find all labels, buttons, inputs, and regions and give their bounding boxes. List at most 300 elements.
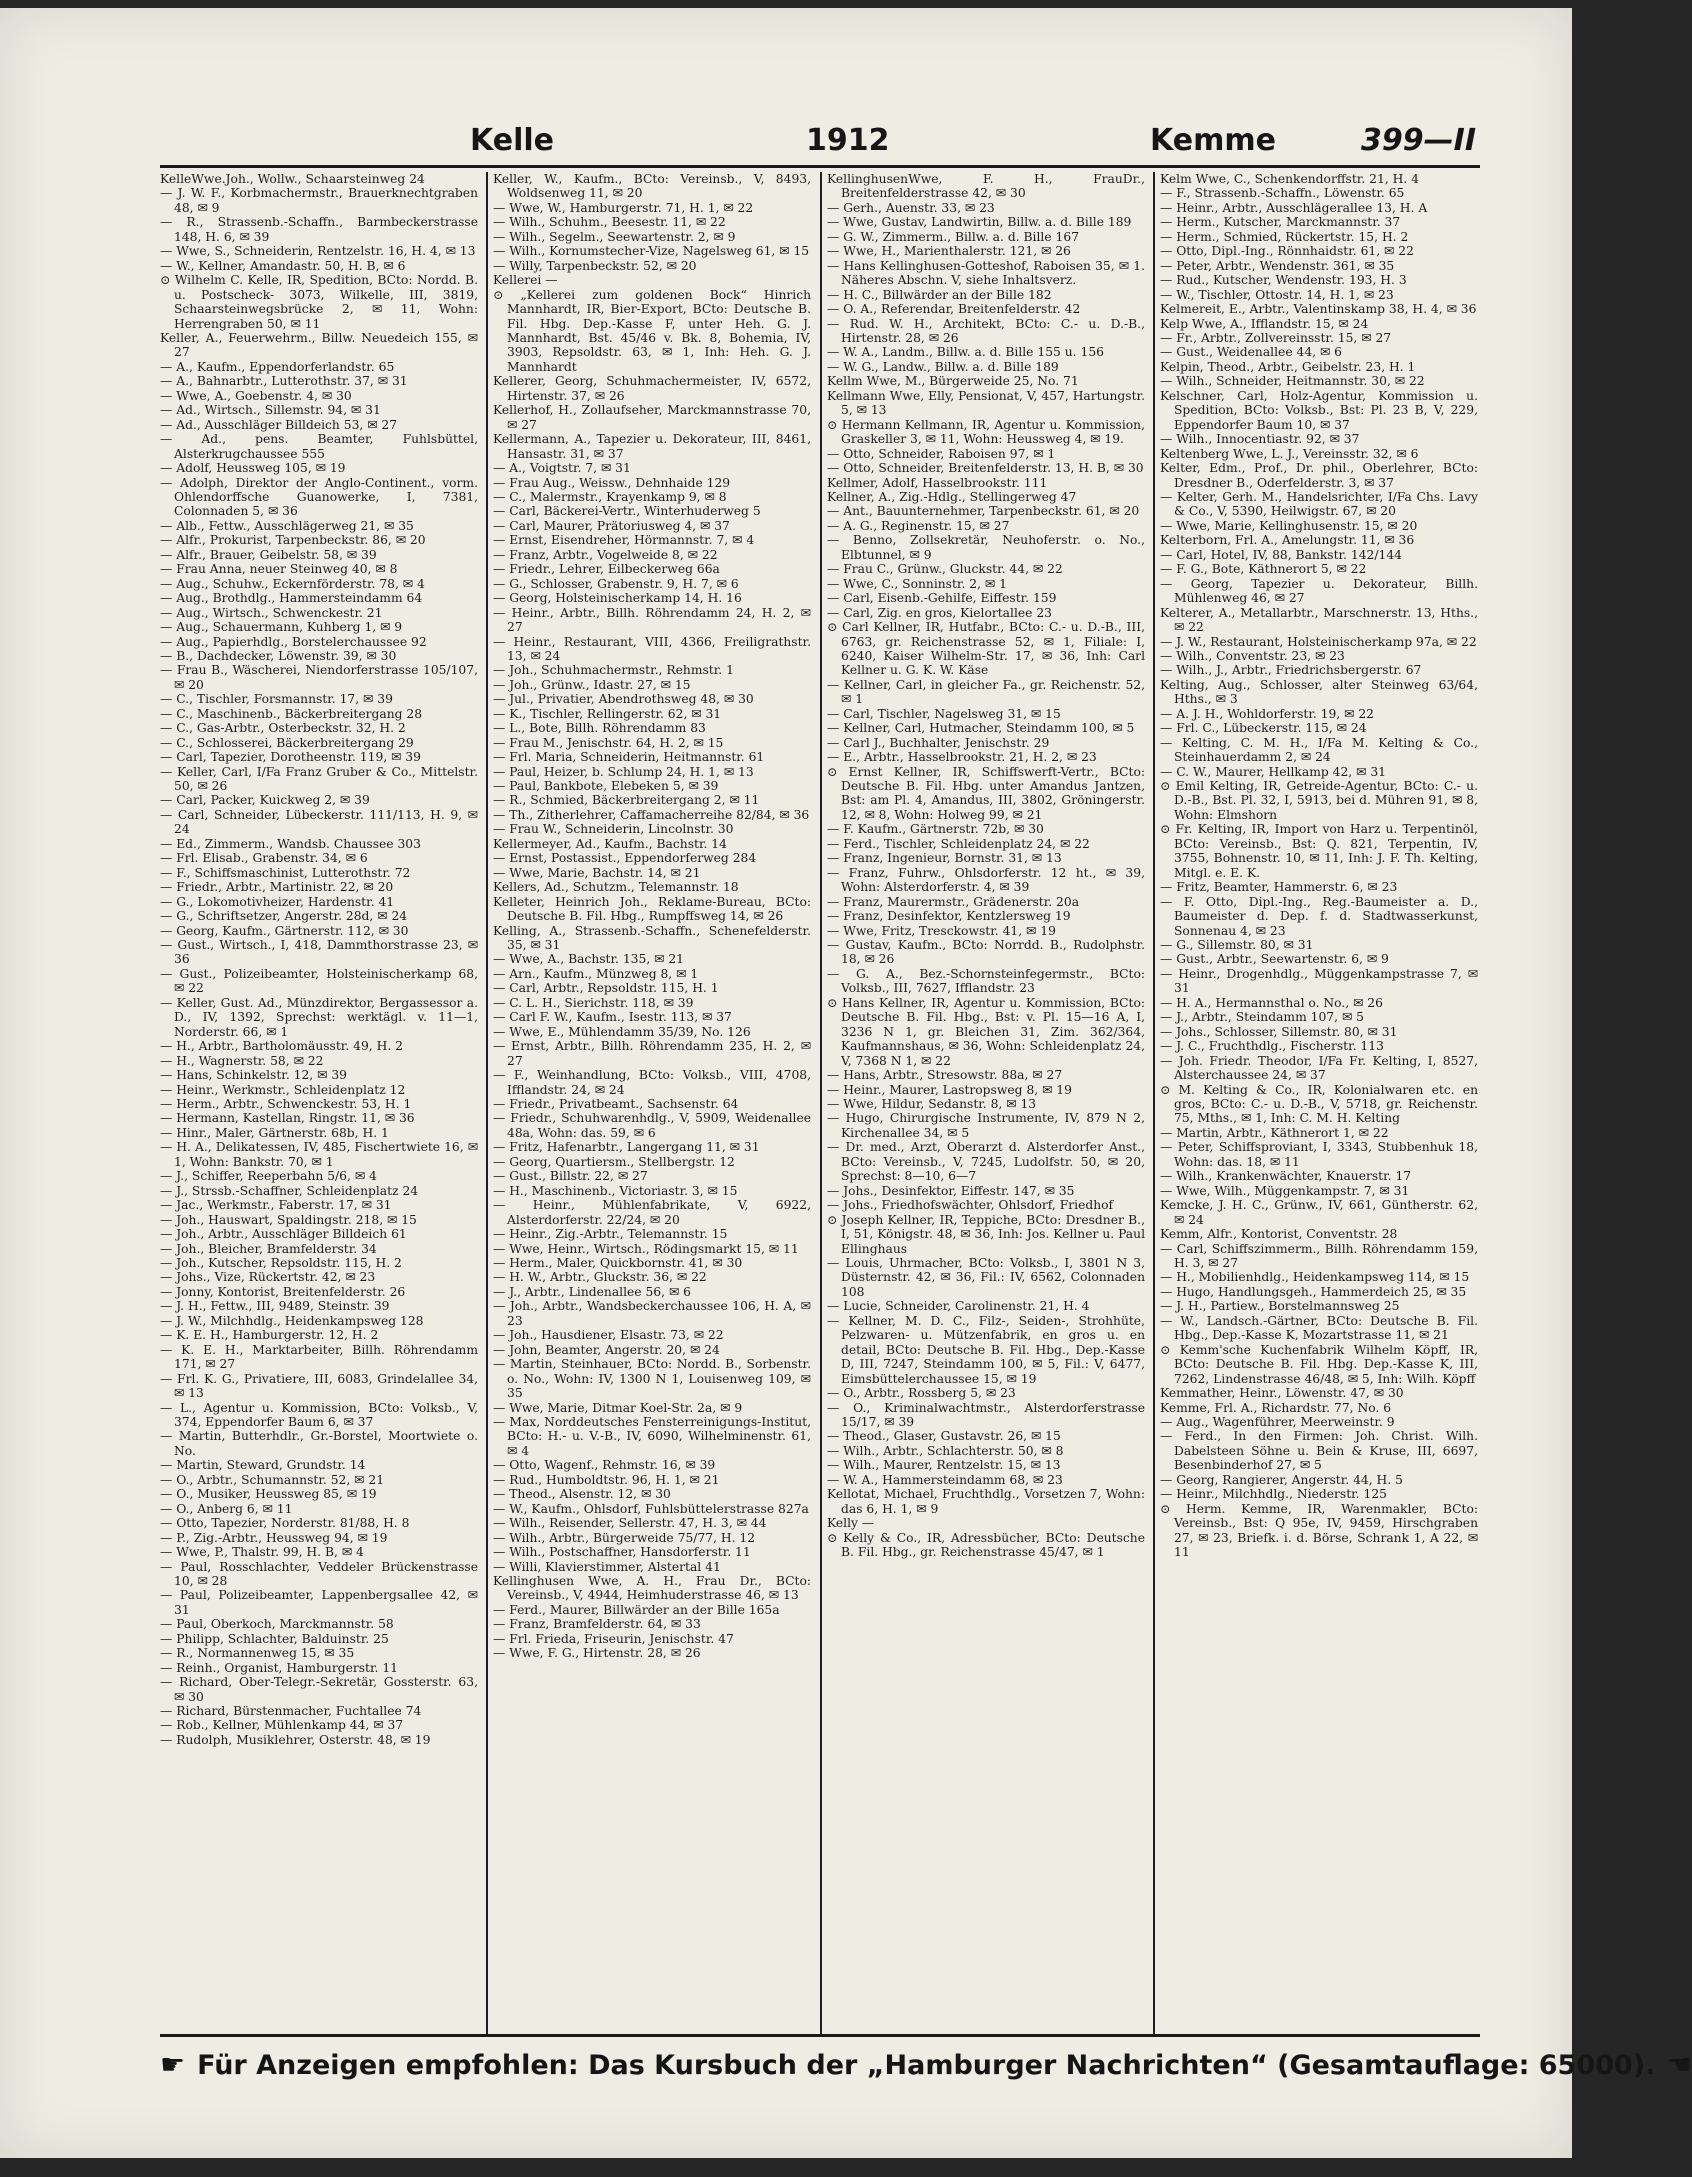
- directory-entry: Keltenberg Wwe, L. J., Vereinsstr. 32, ✉ 6: [1160, 446, 1419, 461]
- directory-entry: — Frau W., Schneiderin, Lincolnstr. 30: [493, 822, 734, 837]
- directory-entry: — Georg, Holsteinischerkamp 14, H. 16: [493, 591, 742, 606]
- directory-entry: — Joh., Kutscher, Repsoldstr. 115, H. 2: [160, 1255, 402, 1270]
- directory-entry: Kellerer, Georg, Schuhmachermeister, IV, 6572, Hirtenstr. 37, ✉ 26: [493, 374, 811, 403]
- directory-entry: Kelling, A., Strassenb.-Schaffn., Schenefelderstr. 35, ✉ 31: [493, 923, 811, 953]
- directory-entry: — Carl, Tischler, Nagelsweg 31, ✉ 15: [827, 706, 1061, 721]
- directory-entry: — Wilh., Schuhm., Beesestr. 11, ✉ 22: [493, 215, 726, 230]
- directory-entry: — Otto, Tapezier, Norderstr. 81/88, H. 8: [160, 1516, 410, 1531]
- directory-entry: — Joh., Grünw., Idastr. 27, ✉ 15: [493, 677, 691, 692]
- directory-entry: — J. H., Partiew., Borstelmannsweg 25: [1160, 1299, 1400, 1314]
- directory-entry: — Gust., Polizeibeamter, Holsteinischerkamp 68, ✉ 22: [160, 966, 478, 996]
- directory-entry: — Dr. med., Arzt, Oberarzt d. Alsterdorfer Anst., BCto: Vereinsb., V, 7245, Ludolfstr. 50, ✉ 20, Sprechst: 8—10, 6—7: [827, 1140, 1145, 1184]
- directory-entry: — Carl, Schiffszimmerm., Billh. Röhrendamm 159, H. 3, ✉ 27: [1160, 1241, 1478, 1270]
- directory-entry: — Gust., Billstr. 22, ✉ 27: [493, 1169, 648, 1184]
- directory-entry: — Theod., Glaser, Gustavstr. 26, ✉ 15: [827, 1429, 1061, 1444]
- directory-entry: — L., Bote, Billh. Röhrendamm 83: [493, 721, 706, 736]
- directory-entry: — John, Beamter, Angerstr. 20, ✉ 24: [493, 1342, 720, 1357]
- directory-entry: — Aug., Wirtsch., Schwenckestr. 21: [160, 605, 383, 620]
- directory-entry: — O., Anberg 6, ✉ 11: [160, 1501, 293, 1516]
- directory-entry: — Ed., Zimmerm., Wandsb. Chaussee 303: [160, 836, 421, 851]
- directory-entry: — F., Weinhandlung, BCto: Volksb., VIII, 4708, Ifflandstr. 24, ✉ 24: [493, 1068, 811, 1097]
- directory-entry: — Jac., Werkmstr., Faberstr. 17, ✉ 31: [160, 1198, 392, 1213]
- directory-entry: — Arn., Kaufm., Münzweg 8, ✉ 1: [493, 966, 699, 981]
- directory-entry: — B., Dachdecker, Löwenstr. 39, ✉ 30: [160, 648, 397, 663]
- directory-entry: — Lucie, Schneider, Carolinenstr. 21, H. 4: [827, 1299, 1090, 1314]
- directory-entry: — W., Kaufm., Ohlsdorf, Fuhlsbüttelerstrasse 827a: [493, 1501, 809, 1516]
- directory-entry: — Ernst, Postassist., Eppendorferweg 284: [493, 851, 757, 866]
- directory-entry: Kemmather, Heinr., Löwenstr. 47, ✉ 30: [1160, 1386, 1404, 1401]
- directory-entry: — Rud., Kutscher, Wendenstr. 193, H. 3: [1160, 273, 1407, 288]
- directory-entry: — R., Schmied, Bäckerbreitergang 2, ✉ 11: [493, 793, 760, 808]
- directory-entry: — Carl, Arbtr., Repsoldstr. 115, H. 1: [493, 981, 719, 996]
- directory-entry: — Friedr., Schuhwarenhdlg., V, 5909, Weidenallee 48a, Wohn: das. 59, ✉ 6: [493, 1111, 811, 1140]
- directory-entry: — A., Kaufm., Eppendorferlandstr. 65: [160, 359, 395, 374]
- directory-entry: — Friedr., Lehrer, Eilbeckerweg 66a: [493, 562, 720, 577]
- directory-entry: Kemcke, J. H. C., Grünw., IV, 661, Güntherstr. 62, ✉ 24: [1160, 1198, 1478, 1227]
- directory-entry: — Otto, Dipl.-Ing., Rönnhaidstr. 61, ✉ 22: [1160, 244, 1414, 259]
- directory-entry: — H. A., Delikatessen, IV, 485, Fischertwiete 16, ✉ 1, Wohn: Bankstr. 70, ✉ 1: [160, 1140, 478, 1169]
- directory-entry: — Herm., Maler, Quickbornstr. 41, ✉ 30: [493, 1255, 743, 1270]
- directory-entry: — J. H., Fettw., III, 9489, Steinstr. 39: [160, 1299, 390, 1314]
- directory-entry: — H., Wagnerstr. 58, ✉ 22: [160, 1053, 324, 1068]
- directory-entry: — Georg, Rangierer, Angerstr. 44, H. 5: [1160, 1472, 1403, 1487]
- directory-entry: — H., Mobilienhdlg., Heidenkampsweg 114, ✉ 15: [1160, 1270, 1470, 1285]
- directory-entry: — Wilh., Conventstr. 23, ✉ 23: [1160, 648, 1345, 663]
- directory-entry: KelleWwe.Joh., Wollw., Schaarsteinweg 24: [160, 172, 425, 186]
- directory-entry: — Johs., Friedhofswächter, Ohlsdorf, Friedhof: [827, 1198, 1114, 1213]
- directory-entry: — Wilh., Reisender, Sellerstr. 47, H. 3, ✉ 44: [493, 1516, 767, 1531]
- directory-entry: — Wwe, Wilh., Müggenkampstr. 7, ✉ 31: [1160, 1183, 1410, 1198]
- directory-entry: — Frl. C., Lübeckerstr. 115, ✉ 24: [1160, 721, 1367, 736]
- directory-entry: Kelpin, Theod., Arbtr., Geibelstr. 23, H. 1: [1160, 359, 1416, 374]
- directory-entry: — Reinh., Organist, Hamburgerstr. 11: [160, 1660, 398, 1675]
- directory-entry: Kellner, A., Zig.-Hdlg., Stellingerweg 47: [827, 489, 1077, 504]
- directory-entry: — Wwe, P., Thalstr. 99, H. B, ✉ 4: [160, 1545, 364, 1560]
- column-divider: [1153, 172, 1155, 2034]
- directory-entry: — H. A., Hermannsthal o. No., ✉ 26: [1160, 995, 1383, 1010]
- directory-entry: — W. A., Hammersteindamm 68, ✉ 23: [827, 1472, 1063, 1487]
- directory-entry: — Heinr., Drogenhdlg., Müggenkampstrasse 7, ✉ 31: [1160, 966, 1478, 996]
- directory-entry: — F. G., Bote, Käthnerort 5, ✉ 22: [1160, 562, 1367, 577]
- directory-entry: — Alb., Fettw., Ausschlägerweg 21, ✉ 35: [160, 518, 414, 533]
- directory-entry: — Frau Aug., Weissw., Dehnhaide 129: [493, 475, 731, 490]
- directory-entry: — Aug., Wagenführer, Meerweinstr. 9: [1160, 1414, 1395, 1429]
- directory-entry: — Wilh., Segelm., Seewartenstr. 2, ✉ 9: [493, 229, 736, 244]
- directory-entry: — Wwe, Hildur, Sedanstr. 8, ✉ 13: [827, 1097, 1037, 1111]
- header-year: 1912: [806, 123, 890, 158]
- directory-entry: — Johs., Vize, Rückertstr. 42, ✉ 23: [160, 1270, 376, 1285]
- directory-entry: — F. Otto, Dipl.-Ing., Reg.-Baumeister a. D., Baumeister d. Dep. f. d. Stadtwasserkunst, Sonnenau 4, ✉ 23: [1160, 894, 1478, 938]
- directory-entry: — Kellner, Carl, Hutmacher, Steindamm 100, ✉ 5: [827, 721, 1135, 736]
- page-number: 399—II: [1361, 123, 1476, 158]
- directory-entry: — Max, Norddeutsches Fensterreinigungs-Institut, BCto: H.- u. V.-B., IV, 6090, Wilhelminenstr. 61, ✉ 4: [493, 1414, 811, 1458]
- directory-entry: — J. W., Restaurant, Holsteinischerkamp 97a, ✉ 22: [1160, 634, 1477, 649]
- directory-entry: — Gust., Weidenallee 44, ✉ 6: [1160, 345, 1343, 360]
- directory-entry: — Georg, Tapezier u. Dekorateur, Billh. Mühlenweg 46, ✉ 27: [1160, 576, 1478, 606]
- directory-entry: — Herm., Schmied, Rückertstr. 15, H. 2: [1160, 229, 1409, 244]
- header-left-keyword: Kelle: [470, 123, 554, 158]
- directory-entry: — Alfr., Prokurist, Tarpenbeckstr. 86, ✉ 20: [160, 533, 426, 548]
- directory-entry: — Wwe, F. G., Hirtenstr. 28, ✉ 26: [493, 1646, 701, 1661]
- directory-entry: — R., Normannenweg 15, ✉ 35: [160, 1646, 355, 1661]
- column-divider: [820, 172, 822, 2034]
- directory-entry: — Louis, Uhrmacher, BCto: Volksb., I, 3801 N 3, Düsternstr. 42, ✉ 36, Fil.: IV, 6562, Colonnaden 108: [827, 1255, 1145, 1299]
- directory-entry: — A., Bahnarbtr., Lutterothstr. 37, ✉ 31: [160, 374, 408, 389]
- directory-entry: ⊙ Ernst Kellner, IR, Schiffswerft-Vertr., BCto: Deutsche B. Fil. Hbg. unter Amandus Jantzen, Bst: am Pl. 4, Amandus, III, 3802, Gröningerstr. 12, ✉ 8, Wohn: Holweg 99, ✉ 21: [827, 764, 1145, 822]
- directory-entry: — Aug., Brothdlg., Hammersteindamm 64: [160, 591, 423, 606]
- directory-entry: — Carl J., Buchhalter, Jenischstr. 29: [827, 735, 1050, 750]
- directory-entry: — Hinr., Maler, Gärtnerstr. 68b, H. 1: [160, 1125, 389, 1140]
- directory-entry: — Adolf, Heussweg 105, ✉ 19: [160, 461, 346, 476]
- directory-entry: — Ferd., In den Firmen: Joh. Christ. Wilh. Dabelsteen Söhne u. Bein & Kruse, III, 6697, Besenbinderhof 27, ✉ 5: [1160, 1429, 1478, 1473]
- directory-entry: — Hugo, Handlungsgeh., Hammerdeich 25, ✉ 35: [1160, 1284, 1467, 1299]
- directory-entry: Kellm Wwe, M., Bürgerweide 25, No. 71: [827, 374, 1079, 389]
- directory-entry: — Ad., Ausschläger Billdeich 53, ✉ 27: [160, 417, 398, 432]
- directory-entry: — Friedr., Privatbeamt., Sachsenstr. 64: [493, 1097, 739, 1111]
- directory-entry: — Keller, Carl, I/Fa Franz Gruber & Co., Mittelstr. 50, ✉ 26: [160, 764, 478, 794]
- directory-entry: — Heinr., Restaurant, VIII, 4366, Freiligrathstr. 13, ✉ 24: [493, 634, 811, 663]
- directory-entry: Kelmereit, E., Arbtr., Valentinskamp 38, H. 4, ✉ 36: [1160, 302, 1477, 317]
- directory-entry: — W., Landsch.-Gärtner, BCto: Deutsche B. Fil. Hbg., Dep.-Kasse K, Mozartstrasse 11, ✉ 21: [1160, 1313, 1478, 1343]
- directory-entry: — Wwe, Marie, Ditmar Koel-Str. 2a, ✉ 9: [493, 1400, 743, 1415]
- directory-entry: — Franz, Fuhrw., Ohlsdorferstr. 12 ht., ✉ 39, Wohn: Alsterdorferstr. 4, ✉ 39: [827, 865, 1145, 895]
- directory-entry: ⊙ Hermann Kellmann, IR, Agentur u. Kommission, Graskeller 3, ✉ 11, Wohn: Heussweg 4, ✉ 19.: [827, 417, 1145, 447]
- directory-entry: — Wilh., Krankenwächter, Knauerstr. 17: [1160, 1169, 1412, 1184]
- directory-entry: — H. W., Arbtr., Gluckstr. 36, ✉ 22: [493, 1270, 707, 1285]
- column-3: [827, 172, 1145, 2034]
- directory-entry: — Frl. K. G., Privatiere, III, 6083, Grindelallee 34, ✉ 13: [160, 1371, 478, 1401]
- directory-entry: — F., Strassenb.-Schaffn., Löwenstr. 65: [1160, 186, 1405, 201]
- directory-entry: — A. J. H., Wohldorferstr. 19, ✉ 22: [1160, 706, 1374, 721]
- directory-entry: — P., Zig.-Arbtr., Heussweg 94, ✉ 19: [160, 1530, 388, 1545]
- directory-entry: — Heinr., Maurer, Lastropsweg 8, ✉ 19: [827, 1082, 1072, 1097]
- directory-entry: — O., Musiker, Heussweg 85, ✉ 19: [160, 1487, 377, 1502]
- directory-entry: — Ernst, Eisendreher, Hörmannstr. 7, ✉ 4: [493, 533, 755, 548]
- directory-entry: — Willy, Tarpenbeckstr. 52, ✉ 20: [493, 258, 697, 273]
- directory-entry: Kelting, Aug., Schlosser, alter Steinweg 63/64, Hths., ✉ 3: [1160, 677, 1478, 707]
- directory-entry: — Fritz, Beamter, Hammerstr. 6, ✉ 23: [1160, 880, 1398, 895]
- directory-entry: — L., Agentur u. Kommission, BCto: Volksb., V, 374, Eppendorfer Baum 6, ✉ 37: [160, 1400, 478, 1429]
- directory-entry: — Wwe, S., Schneiderin, Rentzelstr. 16, H. 4, ✉ 13: [160, 244, 476, 259]
- directory-entry: — Franz, Maurermstr., Grädenerstr. 20a: [827, 894, 1080, 909]
- directory-entry: — C., Gas-Arbtr., Osterbeckstr. 32, H. 2: [160, 721, 406, 736]
- directory-entry: — C., Schlosserei, Bäckerbreitergang 29: [160, 735, 414, 750]
- directory-entry: — J. W., Milchhdlg., Heidenkampsweg 128: [160, 1313, 424, 1328]
- directory-entry: — Wwe, C., Sonninstr. 2, ✉ 1: [827, 576, 1007, 591]
- directory-entry: — Joh., Hauswart, Spaldingstr. 218, ✉ 15: [160, 1212, 417, 1227]
- directory-entry: — Wilh., Innocentiastr. 92, ✉ 37: [1160, 432, 1360, 447]
- directory-entry: — C. W., Maurer, Hellkamp 42, ✉ 31: [1160, 764, 1386, 779]
- directory-entry: — Richard, Bürstenmacher, Fuchtallee 74: [160, 1704, 422, 1719]
- directory-entry: — G., Schlosser, Grabenstr. 9, H. 7, ✉ 6: [493, 576, 739, 591]
- directory-entry: — Carl, Zig. en gros, Kielortallee 23: [827, 605, 1052, 620]
- directory-entry: — Frau M., Jenischstr. 64, H. 2, ✉ 15: [493, 735, 724, 750]
- directory-entry: — Frl. Frieda, Friseurin, Jenischstr. 47: [493, 1631, 734, 1646]
- directory-entry: — Heinr., Arbtr., Ausschlägerallee 13, H. A: [1160, 200, 1428, 215]
- directory-entry: — Friedr., Arbtr., Martinistr. 22, ✉ 20: [160, 880, 394, 895]
- directory-entry: — Frau B., Wäscherei, Niendorferstrasse 105/107, ✉ 20: [160, 663, 478, 692]
- pointing-hand-icon: ☛: [1667, 2048, 1692, 2081]
- directory-entry: — Fr., Arbtr., Zollvereinsstr. 15, ✉ 27: [1160, 330, 1392, 345]
- directory-entry: — Frl. Maria, Schneiderin, Heitmannstr. 61: [493, 750, 765, 765]
- directory-entry: KellinghusenWwe, F. H., FrauDr., Breitenfelderstrasse 42, ✉ 30: [827, 172, 1145, 201]
- directory-entry: — Georg, Quartiersm., Stellbergstr. 12: [493, 1154, 735, 1169]
- directory-entry: — Hugo, Chirurgische Instrumente, IV, 879 N 2, Kirchenallee 34, ✉ 5: [827, 1111, 1145, 1140]
- directory-entry: — H., Maschinenb., Victoriastr. 3, ✉ 15: [493, 1183, 738, 1198]
- directory-entry: — Ferd., Maurer, Billwärder an der Bille 165a: [493, 1602, 780, 1617]
- directory-entry: Kelm Wwe, C., Schenkendorffstr. 21, H. 4: [1160, 172, 1419, 186]
- directory-entry: — Philipp, Schlachter, Balduinstr. 25: [160, 1631, 389, 1646]
- directory-entry: — Aug., Schauermann, Kuhberg 1, ✉ 9: [160, 620, 403, 635]
- directory-entry: — Kelting, C. M. H., I/Fa M. Kelting & Co., Steinhauerdamm 2, ✉ 24: [1160, 735, 1478, 765]
- directory-entry: Keller, W., Kaufm., BCto: Vereinsb., V, 8493, Woldsenweg 11, ✉ 20: [493, 172, 811, 201]
- directory-entry: — Jonny, Kontorist, Breitenfelderstr. 26: [160, 1284, 406, 1299]
- directory-entry: — Rob., Kellner, Mühlenkamp 44, ✉ 37: [160, 1718, 404, 1733]
- directory-entry: — Wwe, Marie, Bachstr. 14, ✉ 21: [493, 865, 701, 880]
- directory-entry: — Heinr., Milchhdlg., Niederstr. 125: [1160, 1487, 1387, 1502]
- directory-entry: — W. A., Landm., Billw. a. d. Bille 155 u. 156: [827, 345, 1104, 360]
- directory-entry: — Wilh., Postschaffner, Hansdorferstr. 11: [493, 1545, 751, 1560]
- directory-entry: — Hans Kellinghusen-Gotteshof, Raboisen 35, ✉ 1. Näheres Abschn. V, siehe Inhaltsverz.: [827, 258, 1145, 288]
- directory-entry: — Benno, Zollsekretär, Neuhoferstr. o. No., Elbtunnel, ✉ 9: [827, 533, 1145, 562]
- directory-entry: — Wwe, Gustav, Landwirtin, Billw. a. d. Bille 189: [827, 215, 1132, 230]
- directory-entry: — Richard, Ober-Telegr.-Sekretär, Gossterstr. 63, ✉ 30: [160, 1675, 478, 1704]
- directory-entry: — Rud. W. H., Architekt, BCto: C.- u. D.-B., Hirtenstr. 28, ✉ 26: [827, 316, 1145, 345]
- directory-entry: — Wilh., Maurer, Rentzelstr. 15, ✉ 13: [827, 1458, 1061, 1473]
- directory-entry: — Willi, Klavierstimmer, Alstertal 41: [493, 1559, 721, 1574]
- directory-entry: — C., Tischler, Forsmannstr. 17, ✉ 39: [160, 692, 393, 707]
- directory-entry: — C. L. H., Sierichstr. 118, ✉ 39: [493, 995, 694, 1010]
- directory-entry: — Gustav, Kaufm., BCto: Norrdd. B., Rudolphstr. 18, ✉ 26: [827, 938, 1145, 967]
- directory-entry: — O., Arbtr., Rossberg 5, ✉ 23: [827, 1386, 1016, 1401]
- column-divider: [486, 172, 488, 2034]
- directory-entry: — Otto, Schneider, Raboisen 97, ✉ 1: [827, 446, 1056, 461]
- directory-entry: — Alfr., Brauer, Geibelstr. 58, ✉ 39: [160, 547, 377, 562]
- directory-entry: ⊙ Kelly & Co., IR, Adressbücher, BCto: Deutsche B. Fil. Hbg., gr. Reichenstrasse 45/47, ✉ 1: [827, 1530, 1145, 1560]
- directory-entry: ⊙ Joseph Kellner, IR, Teppiche, BCto: Dresdner B., I, 51, Königstr. 48, ✉ 36, Inh: Jos. Kellner u. Paul Ellinghaus: [827, 1212, 1145, 1256]
- column-1: [160, 172, 478, 2034]
- directory-entry: — Paul, Heizer, b. Schlump 24, H. 1, ✉ 13: [493, 764, 754, 779]
- directory-entry: — J., Arbtr., Steindamm 107, ✉ 5: [1160, 1010, 1364, 1025]
- directory-entry: — G., Schriftsetzer, Angerstr. 28d, ✉ 24: [160, 909, 408, 924]
- directory-entry: — Gerh., Auenstr. 33, ✉ 23: [827, 200, 995, 215]
- directory-entry: — Carl, Bäckerei-Vertr., Winterhuderweg 5: [493, 504, 761, 519]
- directory-entry: — Peter, Schiffsproviant, I, 3343, Stubbenhuk 18, Wohn: das. 18, ✉ 11: [1160, 1140, 1478, 1169]
- directory-entry: ⊙ Carl Kellner, IR, Hutfabr., BCto: C.- u. D.-B., III, 6763, gr. Reichenstrasse 52, ✉ 1, Filiale: I, 6240, Kaiser Wilhelm-Str. 17, ✉ 36, Inh: Carl Kellner u. G. K. W. Käse: [827, 620, 1145, 678]
- directory-entry: — Wwe, Heinr., Wirtsch., Rödingsmarkt 15, ✉ 11: [493, 1241, 799, 1256]
- directory-entry: — Carl, Schneider, Lübeckerstr. 111/113, H. 9, ✉ 24: [160, 807, 478, 837]
- directory-entry: — Carl, Packer, Kuickweg 2, ✉ 39: [160, 793, 370, 808]
- directory-entry: Keller, A., Feuerwehrm., Billw. Neuedeich 155, ✉ 27: [160, 330, 478, 360]
- directory-entry: Kellmann Wwe, Elly, Pensionat, V, 457, Hartungstr. 5, ✉ 13: [827, 388, 1145, 418]
- directory-entry: — Frau C., Grünw., Gluckstr. 44, ✉ 22: [827, 562, 1063, 577]
- directory-entry: — W., Kellner, Amandastr. 50, H. B, ✉ 6: [160, 258, 406, 273]
- directory-entry: Kemme, Frl. A., Richardstr. 77, No. 6: [1160, 1400, 1392, 1415]
- directory-entry: Kelschner, Carl, Holz-Agentur, Kommission u. Spedition, BCto: Volksb., Bst: Pl. 23 B, V, 229, Eppendorfer Baum 10, ✉ 37: [1160, 388, 1478, 432]
- directory-entry: — F. Kaufm., Gärtnerstr. 72b, ✉ 30: [827, 822, 1044, 837]
- directory-entry: — A., Voigtstr. 7, ✉ 31: [493, 461, 631, 476]
- directory-entry: — Joh., Hausdiener, Elsastr. 73, ✉ 22: [493, 1328, 724, 1343]
- directory-entry: — Wwe, E., Mühlendamm 35/39, No. 126: [493, 1024, 751, 1039]
- directory-entry: — G., Sillemstr. 80, ✉ 31: [1160, 938, 1314, 953]
- advertisement-text: Für Anzeigen empfohlen: Das Kursbuch der „Hamburger Nachrichten“ (Gesamtauflage: 65000).: [197, 2050, 1656, 2081]
- column-2: [493, 172, 811, 2034]
- directory-entry: — Johs., Schlosser, Sillemstr. 80, ✉ 31: [1160, 1024, 1398, 1039]
- directory-entry: — Martin, Arbtr., Käthnerort 1, ✉ 22: [1160, 1125, 1389, 1140]
- directory-entry: — Wilh., Arbtr., Bürgerweide 75/77, H. 12: [493, 1530, 756, 1545]
- directory-entry: — G. W., Zimmerm., Billw. a. d. Bille 167: [827, 229, 1080, 244]
- directory-entry: — Kelter, Gerh. M., Handelsrichter, I/Fa Chs. Lavy & Co., V, 5390, Heilwigstr. 67, ✉ 20: [1160, 489, 1478, 519]
- directory-entry: — C., Malermstr., Krayenkamp 9, ✉ 8: [493, 489, 727, 504]
- directory-entry: Kelterer, A., Metallarbtr., Marschnerstr. 13, Hths., ✉ 22: [1160, 605, 1478, 635]
- directory-entry: — Paul, Bankbote, Elebeken 5, ✉ 39: [493, 779, 719, 794]
- directory-entry: — Kellner, M. D. C., Filz-, Seiden-, Strohhüte, Pelzwaren- u. Mützenfabrik, en gros u. en detail, BCto: Deutsche B. Fil. Hbg., Dep.-Kasse D, III, 7247, Steindamm 100, ✉ 5, Fil.: V, 6477, Eimsbüttelerchaussee 15, ✉ 19: [827, 1313, 1145, 1386]
- directory-entry: Kelter, Edm., Prof., Dr. phil., Oberlehrer, BCto: Dresdner B., Oderfelderstr. 3, ✉ 37: [1160, 461, 1478, 490]
- column-4: [1160, 172, 1478, 2034]
- directory-entry: Kelterborn, Frl. A., Amelungstr. 11, ✉ 36: [1160, 533, 1415, 548]
- directory-entry: Kellotat, Michael, Fruchthdlg., Vorsetzen 7, Wohn: das 6, H. 1, ✉ 9: [827, 1487, 1145, 1516]
- directory-entry: — O., Kriminalwachtmstr., Alsterdorferstrasse 15/17, ✉ 39: [827, 1400, 1145, 1429]
- directory-entry: — Heinr., Arbtr., Billh. Röhrendamm 24, H. 2, ✉ 27: [493, 605, 811, 635]
- directory-entry: — Carl, Hotel, IV, 88, Bankstr. 142/144: [1160, 547, 1402, 562]
- directory-entry: ⊙ Herm. Kemme, IR, Warenmakler, BCto: Vereinsb., Bst: Q 95e, IV, 9459, Hirschgraben 27, ✉ 23, Briefk. i. d. Börse, Schrank 1, A 22, ✉ 11: [1160, 1501, 1478, 1560]
- directory-entry: — Otto, Wagenf., Rehmstr. 16, ✉ 39: [493, 1458, 716, 1473]
- directory-entry: — Fritz, Hafenarbtr., Langergang 11, ✉ 31: [493, 1140, 760, 1155]
- directory-entry: — Peter, Arbtr., Wendenstr. 361, ✉ 35: [1160, 258, 1395, 273]
- directory-entry: ⊙ Fr. Kelting, IR, Import von Harz u. Terpentinöl, BCto: Vereinsb., Bst: Q. 821, Terpentin, IV, 3755, Bohnenstr. 10, ✉ 11, Inh: J. F. Th. Kelting, Mitgl. e. E. K.: [1160, 822, 1478, 880]
- directory-entry: — Th., Zitherlehrer, Caffamacherreihe 82/84, ✉ 36: [493, 807, 810, 822]
- directory-entry: — J. C., Fruchthdlg., Fischerstr. 113: [1160, 1039, 1384, 1054]
- header-right-keyword: Kemme: [1150, 123, 1276, 158]
- directory-entry: — Paul, Rosschlachter, Veddeler Brückenstrasse 10, ✉ 28: [160, 1559, 478, 1588]
- directory-entry: ⊙ „Kellerei zum goldenen Bock“ Hinrich Mannhardt, IR, Bier-Export, BCto: Deutsche B. Fil. Hbg. Dep.-Kasse F, unter Heh. G. J. Mannhardt, Bst. 45/46 v. Bk. 8, Bohemia, IV, 3903, Repsoldstr. 63, ✉ 1, Inh: Heh. G. J. Mannhardt: [493, 287, 811, 374]
- directory-entry: — Heinr., Werkmstr., Schleidenplatz 12: [160, 1082, 406, 1097]
- directory-entry: — Wilh., Kornumstecher-Vize, Nagelsweg 61, ✉ 15: [493, 244, 810, 259]
- directory-entry: — Wwe, Marie, Kellinghusenstr. 15, ✉ 20: [1160, 518, 1418, 533]
- directory-entry: Kellinghusen Wwe, A. H., Frau Dr., BCto: Vereinsb., V, 4944, Heimhuderstrasse 46, ✉ 13: [493, 1573, 811, 1603]
- directory-entry: — Carl, Maurer, Prätoriusweg 4, ✉ 37: [493, 518, 730, 533]
- directory-entry: — Ad., pens. Beamter, Fuhlsbüttel, Alsterkrugchaussee 555: [160, 432, 478, 461]
- directory-entry: — K., Tischler, Rellingerstr. 62, ✉ 31: [493, 706, 722, 721]
- directory-entry: Kelleter, Heinrich Joh., Reklame-Bureau, BCto: Deutsche B. Fil. Hbg., Rumpffsweg 14, ✉ 26: [493, 894, 811, 924]
- directory-entry: — Carl F. W., Kaufm., Isestr. 113, ✉ 37: [493, 1010, 732, 1025]
- directory-entry: — Ferd., Tischler, Schleidenplatz 24, ✉ 22: [827, 836, 1090, 851]
- directory-entry: Kellermann, A., Tapezier u. Dekorateur, III, 8461, Hansastr. 31, ✉ 37: [493, 432, 811, 461]
- directory-entry: — G. A., Bez.-Schornsteinfegermstr., BCto: Volksb., III, 7627, Ifflandstr. 23: [827, 966, 1145, 996]
- directory-entry: — Gust., Wirtsch., I, 418, Dammthorstrasse 23, ✉ 36: [160, 938, 478, 967]
- directory-entry: — Kellner, Carl, in gleicher Fa., gr. Reichenstr. 52, ✉ 1: [827, 677, 1145, 707]
- directory-entry: — Joh., Schuhmachermstr., Rehmstr. 1: [493, 663, 734, 678]
- directory-entry: — Wwe, W., Hamburgerstr. 71, H. 1, ✉ 22: [493, 200, 754, 215]
- directory-entry: — Heinr., Mühlenfabrikate, V, 6922, Alsterdorferstr. 22/24, ✉ 20: [493, 1198, 811, 1227]
- directory-entry: — G., Lokomotivheizer, Hardenstr. 41: [160, 894, 395, 909]
- directory-entry: — Paul, Oberkoch, Marckmannstr. 58: [160, 1617, 394, 1632]
- directory-entry: Kellerhof, H., Zollaufseher, Marckmannstrasse 70, ✉ 27: [493, 403, 811, 432]
- directory-entry: — Jul., Privatier, Abendrothsweg 48, ✉ 30: [493, 692, 754, 707]
- directory-entry: — Wwe, A., Bachstr. 135, ✉ 21: [493, 952, 684, 967]
- directory-entry: — Gust., Arbtr., Seewartenstr. 6, ✉ 9: [1160, 952, 1389, 967]
- directory-entry: — Ant., Bauunternehmer, Tarpenbeckstr. 61, ✉ 20: [827, 504, 1140, 519]
- directory-entry: Kellmer, Adolf, Hasselbrookstr. 111: [827, 475, 1048, 490]
- directory-entry: — Hans, Arbtr., Stresowstr. 88a, ✉ 27: [827, 1068, 1063, 1083]
- directory-entry: Kellerei —: [493, 273, 558, 288]
- directory-entry: — Carl, Eisenb.-Gehilfe, Eiffestr. 159: [827, 591, 1057, 606]
- directory-entry: — Frau Anna, neuer Steinweg 40, ✉ 8: [160, 562, 398, 577]
- directory-entry: — Franz, Ingenieur, Bornstr. 31, ✉ 13: [827, 851, 1062, 866]
- directory-entry: — R., Strassenb.-Schaffn., Barmbeckerstrasse 148, H. 6, ✉ 39: [160, 215, 478, 244]
- directory-entry: ⊙ Emil Kelting, IR, Getreide-Agentur, BCto: C.- u. D.-B., Bst. Pl. 32, I, 5913, bei d. Mühren 91, ✉ 8, Wohn: Elmshorn: [1160, 779, 1478, 822]
- directory-entry: — Frl. Elisab., Grabenstr. 34, ✉ 6: [160, 851, 368, 866]
- directory-entry: — Wilh., J., Arbtr., Friedrichsbergerstr. 67: [1160, 663, 1422, 678]
- directory-entry: — Martin, Steward, Grundstr. 14: [160, 1458, 366, 1473]
- advertisement-footer: [160, 2048, 1692, 2088]
- directory-entry: — Joh. Friedr. Theodor, I/Fa Fr. Kelting, I, 8527, Alsterchaussee 24, ✉ 37: [1160, 1053, 1478, 1083]
- directory-entry: — W., Tischler, Ottostr. 14, H. 1, ✉ 23: [1160, 287, 1394, 302]
- directory-entry: ⊙ Kemm'sche Kuchenfabrik Wilhelm Köpff, IR, BCto: Deutsche B. Fil. Hbg. Dep.-Kasse K, III, 7262, Lindenstrasse 46/48, ✉ 5, Inh: Wilh. Köpff: [1160, 1342, 1478, 1386]
- directory-entry: — J., Strssb.-Schaffner, Schleidenplatz 24: [160, 1183, 419, 1198]
- directory-entry: — J., Schiffer, Reeperbahn 5/6, ✉ 4: [160, 1169, 377, 1184]
- directory-entry: — J., Arbtr., Lindenallee 56, ✉ 6: [493, 1284, 691, 1299]
- directory-entry: Kemm, Alfr., Kontorist, Conventstr. 28: [1160, 1227, 1398, 1242]
- directory-entry: — W. G., Landw., Billw. a. d. Bille 189: [827, 359, 1059, 374]
- directory-entry: — Martin, Steinhauer, BCto: Nordd. B., Sorbenstr. o. No., Wohn: IV, 1300 N 1, Louisenweg 109, ✉ 35: [493, 1357, 811, 1401]
- directory-entry: — Joh., Arbtr., Wandsbeckerchaussee 106, H. A, ✉ 23: [493, 1299, 811, 1328]
- directory-entry: — H., Arbtr., Bartholomäusstr. 49, H. 2: [160, 1039, 403, 1054]
- directory-entry: — Herm., Kutscher, Marckmannstr. 37: [1160, 215, 1401, 230]
- directory-entry: — Herm., Arbtr., Schwenckestr. 53, H. 1: [160, 1097, 412, 1111]
- directory-entry: — Adolph, Direktor der Anglo-Continent., vorm. Ohlendorffsche Guanowerke, I, 7381, Colonnaden 5, ✉ 36: [160, 475, 478, 519]
- directory-entry: — Otto, Schneider, Breitenfelderstr. 13, H. B, ✉ 30: [827, 461, 1144, 476]
- directory-entry: ⊙ Wilhelm C. Kelle, IR, Spedition, BCto: Nordd. B. u. Postscheck- 3073, Wilkelle, III, 3819, Schaarsteinwegsbrücke 2, ✉ 11, Wohn: Herrengraben 50, ✉ 11: [160, 273, 478, 331]
- directory-entry: — Wwe, H., Marienthalerstr. 121, ✉ 26: [827, 244, 1071, 259]
- directory-entry: — Franz, Arbtr., Vogelweide 8, ✉ 22: [493, 547, 718, 562]
- pointing-hand-icon: ☛: [160, 2048, 186, 2081]
- directory-entry: ⊙ M. Kelting & Co., IR, Kolonialwaren etc. en gros, BCto: C.- u. D.-B., V, 5718, gr. Reichenstr. 75, Mths., ✉ 1, Inh: C. M. H. Kelting: [1160, 1082, 1478, 1126]
- directory-entry: Kellers, Ad., Schutzm., Telemannstr. 18: [493, 880, 739, 895]
- directory-entry: — Johs., Desinfektor, Eiffestr. 147, ✉ 35: [827, 1183, 1075, 1198]
- header-rule: [160, 165, 1480, 168]
- directory-entry: — Wilh., Arbtr., Schlachterstr. 50, ✉ 8: [827, 1443, 1064, 1458]
- directory-entry: Kellermeyer, Ad., Kaufm., Bachstr. 14: [493, 836, 727, 851]
- directory-entry: — Theod., Alsenstr. 12, ✉ 30: [493, 1487, 671, 1502]
- directory-entry: — E., Arbtr., Hasselbrookstr. 21, H. 2, ✉ 23: [827, 750, 1097, 765]
- directory-entry: Kelly —: [827, 1516, 875, 1531]
- directory-entry: — H. C., Billwärder an der Bille 182: [827, 287, 1052, 302]
- directory-entry: — O., Arbtr., Schumannstr. 52, ✉ 21: [160, 1472, 385, 1487]
- directory-entry: — K. E. H., Hamburgerstr. 12, H. 2: [160, 1328, 379, 1343]
- directory-entry: — Joh., Bleicher, Bramfelderstr. 34: [160, 1241, 377, 1256]
- directory-entry: — Rudolph, Musiklehrer, Osterstr. 48, ✉ 19: [160, 1732, 431, 1747]
- directory-entry: — Hans, Schinkelstr. 12, ✉ 39: [160, 1068, 347, 1083]
- directory-entry: — Hermann, Kastellan, Ringstr. 11, ✉ 36: [160, 1111, 415, 1126]
- directory-entry: — Wwe, Fritz, Tresckowstr. 41, ✉ 19: [827, 923, 1056, 938]
- directory-entry: Kelp Wwe, A., Ifflandstr. 15, ✉ 24: [1160, 316, 1369, 331]
- footer-rule: [160, 2034, 1480, 2037]
- directory-entry: — Carl, Tapezier, Dorotheenstr. 119, ✉ 39: [160, 750, 421, 765]
- directory-entry: — Aug., Schuhw., Eckernförderstr. 78, ✉ 4: [160, 576, 425, 591]
- directory-entry: — Rud., Humboldtstr. 96, H. 1, ✉ 21: [493, 1472, 720, 1487]
- directory-entry: — F., Schiffsmaschinist, Lutterothstr. 72: [160, 865, 411, 880]
- directory-entry: — Franz, Bramfelderstr. 64, ✉ 33: [493, 1617, 701, 1632]
- directory-entry: — Keller, Gust. Ad., Münzdirektor, Bergassessor a. D., IV, 1392, Sprechst: werktägl. v. 11—1, Norderstr. 66, ✉ 1: [160, 995, 478, 1039]
- directory-entry: — Ad., Wirtsch., Sillemstr. 94, ✉ 31: [160, 403, 381, 418]
- directory-entry: — Paul, Polizeibeamter, Lappenbergsallee 42, ✉ 31: [160, 1588, 478, 1617]
- directory-entry: — J. W. F., Korbmachermstr., Brauerknechtgraben 48, ✉ 9: [160, 186, 478, 215]
- directory-entry: — Ernst, Arbtr., Billh. Röhrendamm 235, H. 2, ✉ 27: [493, 1039, 811, 1068]
- directory-entry: — Georg, Kaufm., Gärtnerstr. 112, ✉ 30: [160, 923, 409, 938]
- directory-entry: ⊙ Hans Kellner, IR, Agentur u. Kommission, BCto: Deutsche B. Fil. Hbg., Bst: v. Pl. 15—16 A, I, 3236 N 1, gr. Bleichen 31, Zim. 362/364, Kaufmannshaus, ✉ 36, Wohn: Schleidenplatz 24, V, 7368 N 1, ✉ 22: [827, 995, 1145, 1068]
- directory-entry: — Aug., Papierhdlg., Borstelerchaussee 92: [160, 634, 427, 649]
